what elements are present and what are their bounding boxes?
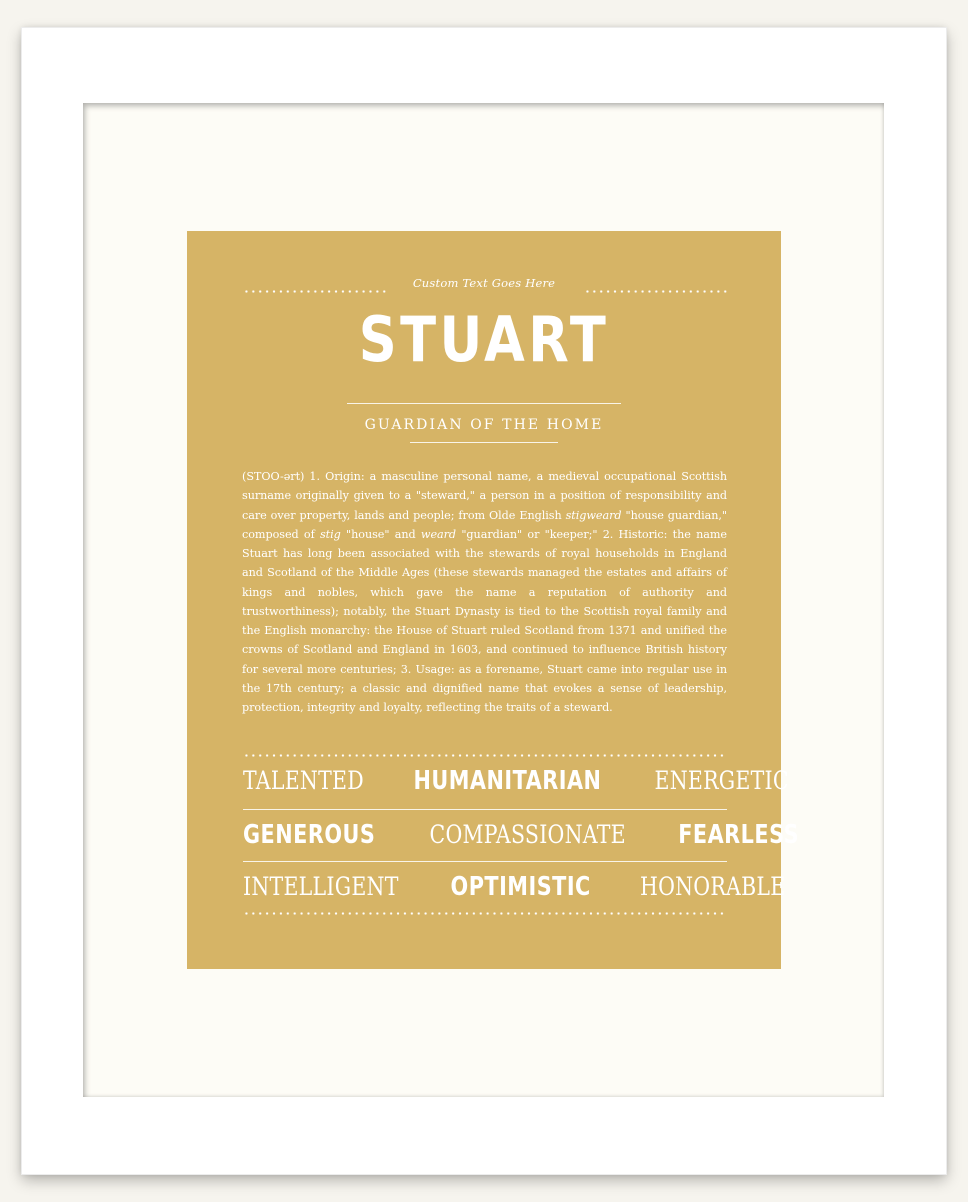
custom-text: Custom Text Goes Here xyxy=(412,276,556,290)
traits-bottom-dotted-rule xyxy=(243,912,727,915)
picture-frame xyxy=(22,28,946,1174)
definition-text-1: (STOO-ərt) 1. Origin: a masculine personal name, a medieval occupational Scottish surname originally given to a "steward," a person in a position of responsibility and care over property, lands and people; from Olde English xyxy=(242,470,727,522)
definition-italic-weard: weard xyxy=(420,527,457,541)
definition-text-3: "house" and xyxy=(340,527,421,541)
name-print xyxy=(187,231,799,969)
traits-row-1 xyxy=(243,764,790,798)
frame-mat xyxy=(83,103,884,1097)
name-title: STUART xyxy=(358,303,610,376)
top-left-dotted-rule xyxy=(243,290,386,293)
trait-word: HONORABLE xyxy=(640,872,786,901)
trait-word: HUMANITARIAN xyxy=(413,766,602,796)
trait-word: OPTIMISTIC xyxy=(450,872,591,902)
trait-word: INTELLIGENT xyxy=(243,872,399,901)
definition-text-4: "guardian" or "keeper;" 2. Historic: the name Stuart has long been associated with the stewards of royal households in England and Scotland of the Middle Ages (these stewards managed the estates and affairs of kings and nobles, which gave the name a reputation of authority and trustworthiness); notably, the Stuart Dynasty is tied to the Scottish royal family and the English monarchy: the House of Stuart ruled Scotland from 1371 and unified the crowns of Scotland and England in 1603, and continued to influence British history for several more centuries; 3. Usage: as a forename, Stuart came into regular use in the 17th century; a classic and dignified name that evokes a sense of leadership, protection, integrity and loyalty, reflecting the traits of a steward. xyxy=(242,527,727,714)
trait-word: GENEROUS xyxy=(243,820,376,850)
top-right-dotted-rule xyxy=(584,290,727,293)
trait-word: FEARLESS xyxy=(677,820,799,850)
name-meaning: GUARDIAN OF THE HOME xyxy=(364,417,604,433)
traits-separator-rule xyxy=(243,861,727,862)
trait-word: COMPASSIONATE xyxy=(429,820,627,849)
traits-separator-rule xyxy=(243,809,727,810)
traits-top-dotted-rule xyxy=(243,754,727,757)
trait-word: ENERGETIC xyxy=(654,766,790,795)
definition-italic-stig: stig xyxy=(319,527,341,541)
definition-text-2: "house guardian," composed of xyxy=(242,508,727,541)
definition-italic-stigweard: stigweard xyxy=(565,508,622,522)
traits-row-3 xyxy=(243,870,786,904)
meaning-underline-rule xyxy=(410,442,558,443)
name-definition xyxy=(242,467,727,717)
traits-row-2 xyxy=(243,818,799,852)
trait-word: TALENTED xyxy=(243,766,364,795)
title-underline-rule xyxy=(347,403,621,404)
